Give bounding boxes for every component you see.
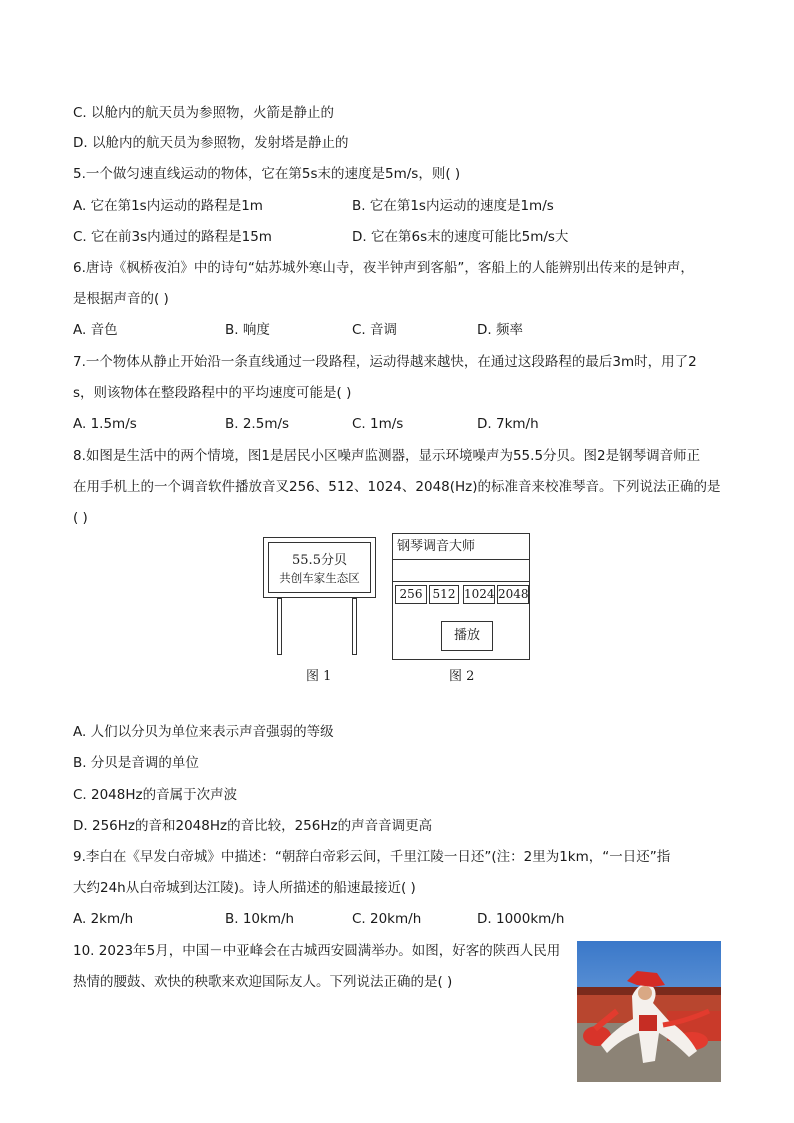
q9-stem-line1: 9.李白在《早发白帝城》中描述：“朝辞白帝彩云间，千里江陵一日还”(注：2里为1km，“一日还”指 (73, 849, 671, 865)
q8-option-a: A. 人们以分贝为单位来表示声音强弱的等级 (73, 724, 334, 740)
play-button: 播放 (441, 621, 493, 651)
q6-option-c: C. 音调 (352, 322, 398, 338)
monitor-slogan: 共创车家生态区 (279, 571, 360, 585)
q6-stem-line1: 6.唐诗《枫桥夜泊》中的诗句“姑苏城外寒山寺，夜半钟声到客船”，客船上的人能辨别出传来的是钟声， (73, 260, 694, 276)
tuning-app-title: 钢琴调音大师 (393, 534, 529, 560)
q5-option-a: A. 它在第1s内运动的路程是1m (73, 198, 263, 214)
freq-button-2048: 2048 (497, 585, 529, 604)
q8-stem-line1: 8.如图是生活中的两个情境，图1是居民小区噪声监测器，显示环境噪声为55.5分贝。图2是钢琴调音师正 (73, 448, 701, 464)
yangge-dance-photo (577, 941, 721, 1082)
q9-option-b: B. 10km/h (225, 911, 295, 927)
q9-stem-line2: 大约24h从白帝城到达江陵)。诗人所描述的船速最接近( ) (73, 880, 416, 896)
q5-stem: 5.一个做匀速直线运动的物体，它在第5s末的速度是5m/s，则( ) (73, 166, 461, 182)
monitor-sign-board (263, 537, 376, 598)
tuning-app-screen (392, 533, 530, 660)
tuning-app-band (393, 559, 529, 582)
monitor-post-left (277, 598, 282, 655)
q8-option-c: C. 2048Hz的音属于次声波 (73, 787, 238, 803)
q9-option-c: C. 20km/h (352, 911, 422, 927)
q7-stem-line1: 7.一个物体从静止开始沿一条直线通过一段路程，运动得越来越快，在通过这段路程的最后3m时，用了2 (73, 354, 697, 370)
freq-button-256: 256 (395, 585, 427, 604)
q7-option-c: C. 1m/s (352, 416, 404, 432)
q4-option-d: D. 以舱内的航天员为参照物，发射塔是静止的 (73, 135, 349, 151)
q8-stem-line2: 在用手机上的一个调音软件播放音叉256、512、1024、2048(Hz)的标准音来校准琴音。下列说法正确的是 (73, 479, 721, 495)
figure-1-caption: 图 1 (306, 669, 332, 684)
q5-option-b: B. 它在第1s内运动的速度是1m/s (352, 198, 554, 214)
monitor-post-right (352, 598, 357, 655)
monitor-noise-reading: 55.5分贝 (292, 553, 347, 568)
q7-option-d: D. 7km/h (477, 416, 539, 432)
freq-button-512: 512 (429, 585, 459, 604)
q6-option-a: A. 音色 (73, 322, 118, 338)
q8-option-b: B. 分贝是音调的单位 (73, 755, 199, 771)
q5-option-d: D. 它在第6s末的速度可能比5m/s大 (352, 229, 569, 245)
q9-option-d: D. 1000km/h (477, 911, 565, 927)
q10-stem-line1: 10. 2023年5月，中国－中亚峰会在古城西安圆满举办。如图，好客的陕西人民用 (73, 943, 561, 959)
q5-option-c: C. 它在前3s内通过的路程是15m (73, 229, 272, 245)
q6-stem-line2: 是根据声音的( ) (73, 291, 169, 307)
q7-stem-line2: s，则该物体在整段路程中的平均速度可能是( ) (73, 385, 352, 401)
q9-option-a: A. 2km/h (73, 911, 134, 927)
figure-2-caption: 图 2 (449, 669, 475, 684)
q6-option-d: D. 频率 (477, 322, 523, 338)
q7-option-a: A. 1.5m/s (73, 416, 137, 432)
q4-option-c: C. 以舱内的航天员为参照物，火箭是静止的 (73, 105, 335, 121)
q6-option-b: B. 响度 (225, 322, 270, 338)
q8-option-d: D. 256Hz的音和2048Hz的音比较，256Hz的声音音调更高 (73, 818, 433, 834)
yangge-dance-illustration (577, 941, 721, 1082)
q8-stem-line3: ( ) (73, 510, 88, 526)
freq-button-1024: 1024 (463, 585, 495, 604)
q10-stem-line2: 热情的腰鼓、欢快的秧歌来欢迎国际友人。下列说法正确的是( ) (73, 974, 453, 990)
q7-option-b: B. 2.5m/s (225, 416, 290, 432)
